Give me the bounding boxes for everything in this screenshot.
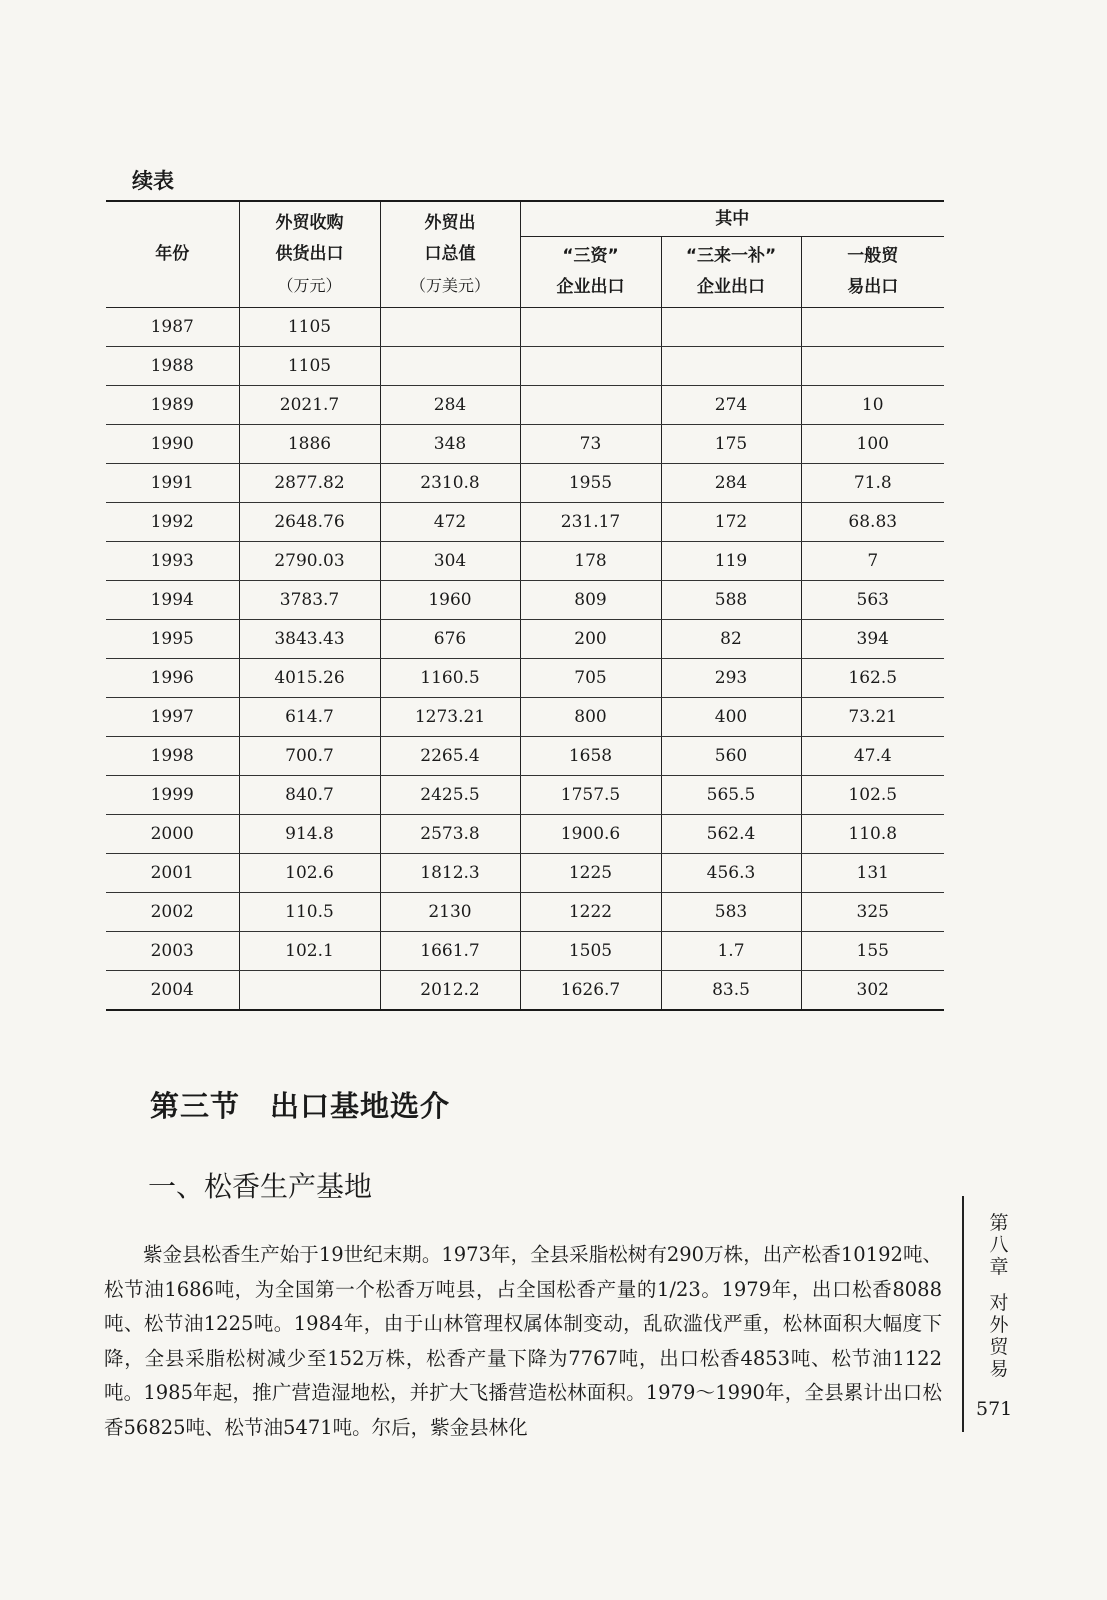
table-cell: 274 [661, 386, 801, 425]
header-total-export-value: 外贸出 口总值 （万美元） [380, 201, 520, 308]
table-cell: 565.5 [661, 776, 801, 815]
table-cell: 100 [801, 425, 944, 464]
section-title: 第三节 出口基地选介 [150, 1089, 451, 1123]
table-cell: 1996 [106, 659, 239, 698]
table-cell: 2425.5 [380, 776, 520, 815]
table-cell: 7 [801, 542, 944, 581]
table-cell [661, 308, 801, 347]
table-cell: 302 [801, 971, 944, 1011]
table-row [106, 425, 944, 464]
table-cell: 10 [801, 386, 944, 425]
body-paragraph: 紫金县松香生产始于19世纪末期。1973年，全县采脂松树有290万株，出产松香10192吨、松节油1686吨，为全国第一个松香万吨县，占全国松香产量的1/23。1979年，出口松香8088吨、松节油1225吨。1984年，由于山林管理权属体制变动，乱砍滥伐严重，松林面积大幅度下降，全县采脂松树减少至152万株，松香产量下降为7767吨，出口松香4853吨、松节油1122吨。1985年起，推广营造湿地松，并扩大飞播营造松林面积。1979～1990年，全县累计出口松香56825吨、松节油5471吨。尔后，紫金县林化 [104, 1243, 942, 1439]
table-cell: 162.5 [801, 659, 944, 698]
table-cell: 110.8 [801, 815, 944, 854]
page-number: 571 [976, 1398, 1013, 1420]
table-cell: 71.8 [801, 464, 944, 503]
table-cell: 325 [801, 893, 944, 932]
table-cell: 47.4 [801, 737, 944, 776]
table-cell: 2265.4 [380, 737, 520, 776]
table-row [106, 659, 944, 698]
table-cell: 2012.2 [380, 971, 520, 1011]
table-cell: 1812.3 [380, 854, 520, 893]
table-cell: 178 [520, 542, 661, 581]
table-cell: 1990 [106, 425, 239, 464]
table-cell: 2790.03 [239, 542, 380, 581]
header-sanlai-export: “三来一补” 企业出口 [661, 237, 801, 308]
table-cell: 2130 [380, 893, 520, 932]
table-cell: 1995 [106, 620, 239, 659]
table-cell [520, 386, 661, 425]
table-continued-label: 续表 [132, 168, 174, 193]
side-chapter-label: 第 八 章 对 外 贸 易 [989, 1212, 1009, 1380]
table-cell: 676 [380, 620, 520, 659]
table-row [106, 308, 944, 347]
table-cell: 1999 [106, 776, 239, 815]
table-cell: 4015.26 [239, 659, 380, 698]
table-cell: 1994 [106, 581, 239, 620]
table-row [106, 698, 944, 737]
table-cell: 68.83 [801, 503, 944, 542]
table-cell: 304 [380, 542, 520, 581]
table-row [106, 620, 944, 659]
table-cell: 200 [520, 620, 661, 659]
table-cell: 1997 [106, 698, 239, 737]
table-cell: 1658 [520, 737, 661, 776]
table-cell: 1225 [520, 854, 661, 893]
side-divider [962, 1196, 964, 1432]
table-cell: 1991 [106, 464, 239, 503]
table-cell: 172 [661, 503, 801, 542]
table-row [106, 503, 944, 542]
table-cell: 1105 [239, 347, 380, 386]
table-cell: 562.4 [661, 815, 801, 854]
table-cell: 1992 [106, 503, 239, 542]
table-cell: 705 [520, 659, 661, 698]
header-purchase-export: 外贸收购 供货出口 （万元） [239, 201, 380, 308]
table-cell: 2021.7 [239, 386, 380, 425]
table-cell: 284 [380, 386, 520, 425]
table-row [106, 815, 944, 854]
table-cell: 1955 [520, 464, 661, 503]
table-row [106, 581, 944, 620]
header-year: 年份 [106, 201, 239, 308]
table-cell [801, 347, 944, 386]
table-row [106, 386, 944, 425]
table-cell: 563 [801, 581, 944, 620]
header-sanzi-export: “三资” 企业出口 [520, 237, 661, 308]
table-row [106, 932, 944, 971]
table-cell: 1160.5 [380, 659, 520, 698]
table-cell: 73.21 [801, 698, 944, 737]
table-cell: 2002 [106, 893, 239, 932]
table-cell: 400 [661, 698, 801, 737]
table-row [106, 542, 944, 581]
table-cell: 2648.76 [239, 503, 380, 542]
table-cell [239, 971, 380, 1011]
export-statistics-table [106, 200, 944, 1011]
table-cell: 348 [380, 425, 520, 464]
table-cell: 175 [661, 425, 801, 464]
table-cell: 1757.5 [520, 776, 661, 815]
table-cell: 102.6 [239, 854, 380, 893]
table-cell: 1886 [239, 425, 380, 464]
table-cell: 2573.8 [380, 815, 520, 854]
table-cell: 82 [661, 620, 801, 659]
table-cell [380, 308, 520, 347]
table-cell: 614.7 [239, 698, 380, 737]
table-cell: 1222 [520, 893, 661, 932]
table-cell: 583 [661, 893, 801, 932]
table-cell: 102.1 [239, 932, 380, 971]
table-cell: 1988 [106, 347, 239, 386]
table-cell: 809 [520, 581, 661, 620]
table-cell [520, 347, 661, 386]
table-cell: 560 [661, 737, 801, 776]
table-cell: 700.7 [239, 737, 380, 776]
table-cell: 2000 [106, 815, 239, 854]
table-cell: 2003 [106, 932, 239, 971]
table-cell: 284 [661, 464, 801, 503]
table-cell: 1273.21 [380, 698, 520, 737]
header-of-which: 其中 [520, 201, 944, 237]
table-cell [661, 347, 801, 386]
table-cell [380, 347, 520, 386]
table-cell: 394 [801, 620, 944, 659]
table-row [106, 893, 944, 932]
table-cell: 840.7 [239, 776, 380, 815]
table-cell [520, 308, 661, 347]
table-cell: 472 [380, 503, 520, 542]
table-cell: 155 [801, 932, 944, 971]
table-cell: 1626.7 [520, 971, 661, 1011]
table-cell: 914.8 [239, 815, 380, 854]
table-row [106, 464, 944, 503]
header-general-trade-export: 一般贸 易出口 [801, 237, 944, 308]
table-cell: 3783.7 [239, 581, 380, 620]
table-cell: 73 [520, 425, 661, 464]
table-cell: 2001 [106, 854, 239, 893]
table-cell: 2877.82 [239, 464, 380, 503]
table-cell: 1661.7 [380, 932, 520, 971]
table-cell: 3843.43 [239, 620, 380, 659]
table-cell: 1505 [520, 932, 661, 971]
subsection-title: 一、松香生产基地 [148, 1170, 373, 1203]
table-cell: 1989 [106, 386, 239, 425]
table-cell: 119 [661, 542, 801, 581]
table-cell: 1105 [239, 308, 380, 347]
table-row [106, 854, 944, 893]
table-body [106, 308, 944, 1011]
table-cell: 131 [801, 854, 944, 893]
table-cell: 588 [661, 581, 801, 620]
table-cell: 1.7 [661, 932, 801, 971]
table-row [106, 737, 944, 776]
table-cell [801, 308, 944, 347]
table-cell: 231.17 [520, 503, 661, 542]
table-cell: 1960 [380, 581, 520, 620]
table-cell: 456.3 [661, 854, 801, 893]
table-row [106, 776, 944, 815]
table-cell: 83.5 [661, 971, 801, 1011]
table-row [106, 347, 944, 386]
table-cell: 102.5 [801, 776, 944, 815]
table-cell: 2310.8 [380, 464, 520, 503]
table-cell: 800 [520, 698, 661, 737]
table-cell: 1987 [106, 308, 239, 347]
table-cell: 293 [661, 659, 801, 698]
table-cell: 1900.6 [520, 815, 661, 854]
table-cell: 110.5 [239, 893, 380, 932]
table-cell: 2004 [106, 971, 239, 1011]
table-cell: 1993 [106, 542, 239, 581]
table-row [106, 971, 944, 1011]
table-cell: 1998 [106, 737, 239, 776]
